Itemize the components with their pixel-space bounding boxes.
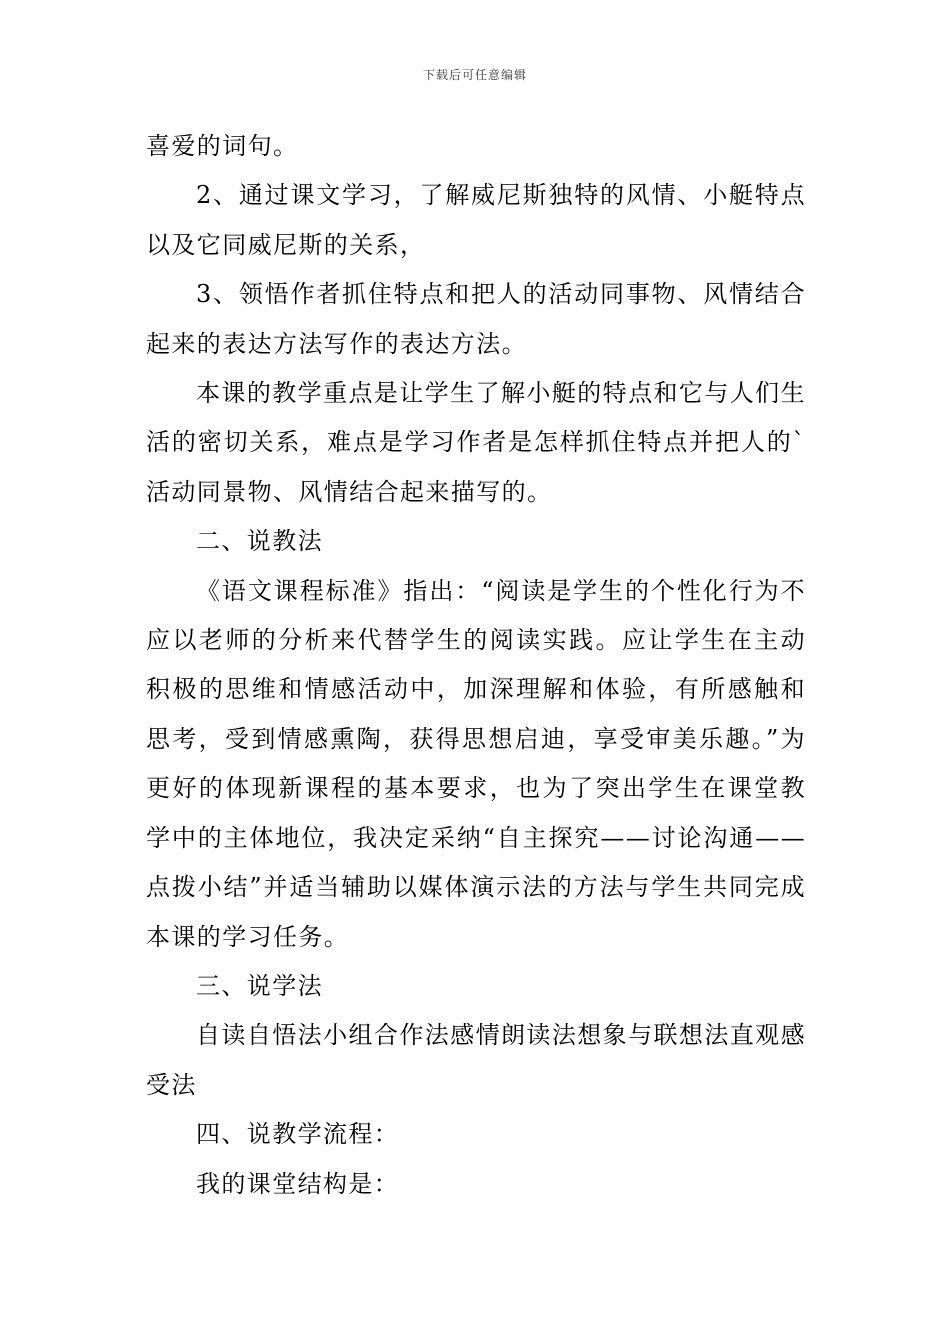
paragraph: 2、通过课文学习，了解威尼斯独特的风情、小艇特点以及它同威尼斯的关系，: [146, 181, 806, 259]
paragraph: 自读自悟法小组合作法感情朗读法想象与联想法直观感受法: [146, 1021, 806, 1099]
paragraph: 本课的教学重点是让学生了解小艇的特点和它与人们生活的密切关系，难点是学习作者是怎样抓住特点并把人的`活动同景物、风情结合起来描写的。: [146, 379, 806, 506]
paragraph: 喜爱的词句。: [146, 132, 299, 160]
page-header-note: 下载后可任意编辑: [422, 68, 527, 82]
paragraph: 我的课堂结构是：: [196, 1169, 400, 1198]
paragraph: 3、领悟作者抓住特点和把人的活动同事物、风情结合起来的表达方法写作的表达方法。: [146, 280, 806, 358]
section-heading: 四、说教学流程：: [196, 1120, 400, 1149]
paragraph: 《语文课程标准》指出：“阅读是学生的个性化行为不应以老师的分析来代替学生的阅读实践。应让学生在主动积极的思维和情感活动中，加深理解和体验，有所感触和思考，受到情感熏陶，获得思想启迪，享受审美乐趣。”为更好的体现新课程的基本要求，也为了突出学生在课堂教学中的主体地位，我决定采纳“自主探究——讨论沟通——点拨小结”并适当辅助以媒体演示法的方法与学生共同完成本课的学习任务。: [146, 576, 806, 951]
document-body: [146, 122, 806, 1209]
section-heading: 三、说学法: [196, 971, 323, 1000]
section-heading: 二、说教法: [196, 527, 323, 556]
